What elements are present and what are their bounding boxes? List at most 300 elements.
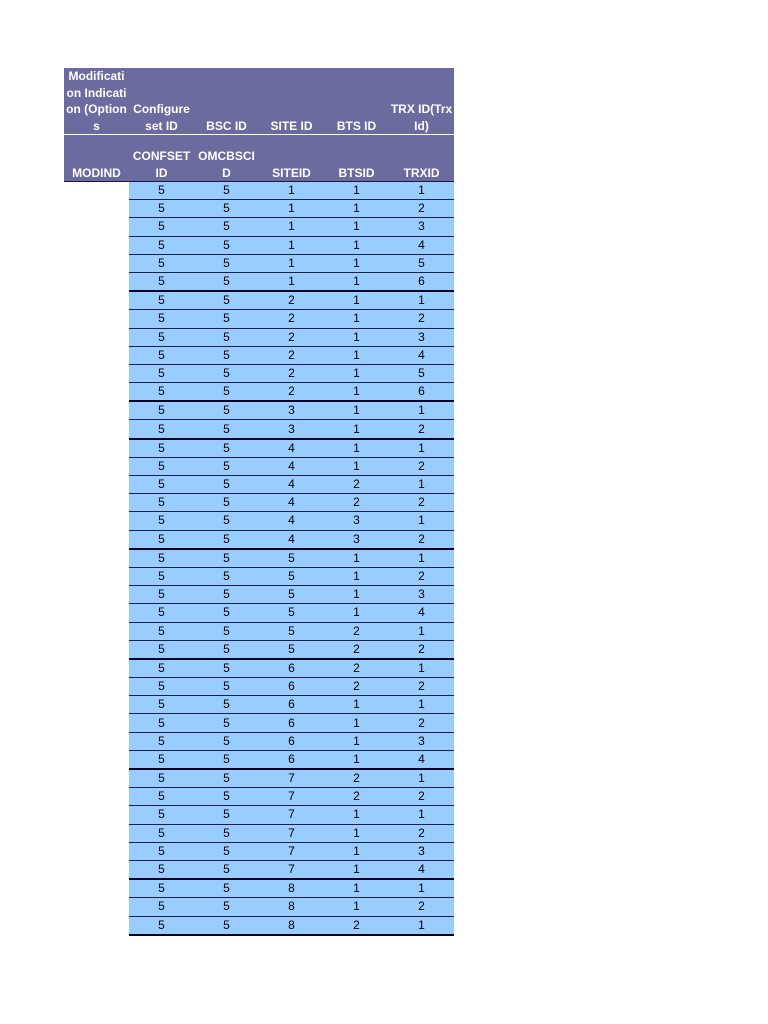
omcbscid-cell: 5 — [194, 439, 259, 458]
confset-id-cell: 5 — [129, 310, 194, 328]
btsid-cell: 1 — [324, 696, 389, 714]
table-row — [64, 530, 454, 549]
siteid-cell: 1 — [259, 200, 324, 218]
trxid-cell: 3 — [389, 586, 454, 604]
omcbscid-cell: 5 — [194, 457, 259, 475]
siteid-cell: 7 — [259, 788, 324, 806]
confset-id-cell: 5 — [129, 916, 194, 935]
modind-cell — [64, 236, 129, 254]
omcbscid-cell: 5 — [194, 898, 259, 916]
omcbscid-cell: 5 — [194, 750, 259, 769]
table-row — [64, 364, 454, 382]
header-configure-set-id: Configure set ID — [129, 68, 194, 135]
trxid-cell: 2 — [389, 640, 454, 659]
omcbscid-cell: 5 — [194, 622, 259, 640]
confset-id-cell: 5 — [129, 530, 194, 549]
trxid-cell: 2 — [389, 567, 454, 585]
header-omcbscid: OMCBSCID — [194, 135, 259, 182]
btsid-cell: 2 — [324, 788, 389, 806]
btsid-cell: 1 — [324, 364, 389, 382]
confset-id-cell: 5 — [129, 346, 194, 364]
siteid-cell: 5 — [259, 567, 324, 585]
modind-cell — [64, 512, 129, 530]
confset-id-cell: 5 — [129, 622, 194, 640]
table-row — [64, 622, 454, 640]
trxid-cell: 2 — [389, 494, 454, 512]
trxid-cell: 3 — [389, 732, 454, 750]
confset-id-cell: 5 — [129, 898, 194, 916]
modind-cell — [64, 806, 129, 824]
table-row — [64, 788, 454, 806]
trxid-cell: 1 — [389, 476, 454, 494]
modind-cell — [64, 604, 129, 622]
confset-id-cell: 5 — [129, 254, 194, 272]
omcbscid-cell: 5 — [194, 824, 259, 842]
table-row — [64, 346, 454, 364]
btsid-cell: 1 — [324, 272, 389, 291]
confset-id-cell: 5 — [129, 696, 194, 714]
table-row — [64, 916, 454, 935]
trxid-cell: 2 — [389, 200, 454, 218]
omcbscid-cell: 5 — [194, 567, 259, 585]
btsid-cell: 1 — [324, 860, 389, 879]
btsid-cell: 1 — [324, 842, 389, 860]
siteid-cell: 2 — [259, 346, 324, 364]
omcbscid-cell: 5 — [194, 604, 259, 622]
omcbscid-cell: 5 — [194, 328, 259, 346]
siteid-cell: 8 — [259, 898, 324, 916]
modind-cell — [64, 622, 129, 640]
table-row — [64, 272, 454, 291]
omcbscid-cell: 5 — [194, 200, 259, 218]
trxid-cell: 2 — [389, 898, 454, 916]
modind-cell — [64, 879, 129, 898]
table-row — [64, 328, 454, 346]
trxid-cell: 2 — [389, 788, 454, 806]
confset-id-cell: 5 — [129, 420, 194, 439]
siteid-cell: 5 — [259, 622, 324, 640]
confset-id-cell: 5 — [129, 328, 194, 346]
omcbscid-cell: 5 — [194, 549, 259, 568]
btsid-cell: 1 — [324, 346, 389, 364]
trxid-cell: 5 — [389, 364, 454, 382]
table-row — [64, 586, 454, 604]
header-row-codes — [64, 135, 454, 182]
confset-id-cell: 5 — [129, 586, 194, 604]
btsid-cell: 1 — [324, 879, 389, 898]
table-row — [64, 291, 454, 310]
modind-cell — [64, 640, 129, 659]
btsid-cell: 1 — [324, 586, 389, 604]
table-row — [64, 512, 454, 530]
table-header — [64, 68, 454, 182]
modind-cell — [64, 254, 129, 272]
confset-id-cell: 5 — [129, 567, 194, 585]
header-modind: MODIND — [64, 135, 129, 182]
table-row — [64, 494, 454, 512]
btsid-cell: 1 — [324, 604, 389, 622]
table-row — [64, 383, 454, 402]
btsid-cell: 1 — [324, 439, 389, 458]
siteid-cell: 6 — [259, 659, 324, 678]
confset-id-cell: 5 — [129, 842, 194, 860]
table-row — [64, 824, 454, 842]
modind-cell — [64, 439, 129, 458]
siteid-cell: 8 — [259, 916, 324, 935]
siteid-cell: 3 — [259, 401, 324, 420]
confset-id-cell: 5 — [129, 512, 194, 530]
trxid-cell: 1 — [389, 439, 454, 458]
btsid-cell: 1 — [324, 182, 389, 200]
siteid-cell: 4 — [259, 530, 324, 549]
confset-id-cell: 5 — [129, 732, 194, 750]
btsid-cell: 2 — [324, 476, 389, 494]
modind-cell — [64, 769, 129, 788]
trxid-cell: 1 — [389, 512, 454, 530]
table-row — [64, 476, 454, 494]
confset-id-cell: 5 — [129, 218, 194, 236]
omcbscid-cell: 5 — [194, 586, 259, 604]
btsid-cell: 2 — [324, 916, 389, 935]
modind-cell — [64, 420, 129, 439]
omcbscid-cell: 5 — [194, 310, 259, 328]
modind-cell — [64, 860, 129, 879]
modind-cell — [64, 346, 129, 364]
btsid-cell: 1 — [324, 383, 389, 402]
table-row — [64, 879, 454, 898]
trxid-cell: 1 — [389, 401, 454, 420]
modind-cell — [64, 678, 129, 696]
omcbscid-cell: 5 — [194, 640, 259, 659]
table-row — [64, 567, 454, 585]
modind-cell — [64, 567, 129, 585]
confset-id-cell: 5 — [129, 879, 194, 898]
siteid-cell: 6 — [259, 750, 324, 769]
header-bts-id: BTS ID — [324, 68, 389, 135]
btsid-cell: 1 — [324, 310, 389, 328]
omcbscid-cell: 5 — [194, 272, 259, 291]
table-row — [64, 732, 454, 750]
confset-id-cell: 5 — [129, 236, 194, 254]
table-row — [64, 604, 454, 622]
table-row — [64, 254, 454, 272]
btsid-cell: 1 — [324, 714, 389, 732]
confset-id-cell: 5 — [129, 494, 194, 512]
modind-cell — [64, 476, 129, 494]
header-trx-id: TRX ID(TrxId) — [389, 68, 454, 135]
table-row — [64, 696, 454, 714]
trxid-cell: 1 — [389, 769, 454, 788]
btsid-cell: 1 — [324, 200, 389, 218]
header-siteid: SITEID — [259, 135, 324, 182]
btsid-cell: 3 — [324, 512, 389, 530]
table-row — [64, 439, 454, 458]
siteid-cell: 4 — [259, 439, 324, 458]
confset-id-cell: 5 — [129, 364, 194, 382]
siteid-cell: 4 — [259, 512, 324, 530]
btsid-cell: 1 — [324, 236, 389, 254]
modind-cell — [64, 310, 129, 328]
modind-cell — [64, 824, 129, 842]
siteid-cell: 7 — [259, 860, 324, 879]
omcbscid-cell: 5 — [194, 512, 259, 530]
trxid-cell: 1 — [389, 879, 454, 898]
header-site-id: SITE ID — [259, 68, 324, 135]
siteid-cell: 7 — [259, 769, 324, 788]
btsid-cell: 2 — [324, 494, 389, 512]
trxid-cell: 3 — [389, 328, 454, 346]
confset-id-cell: 5 — [129, 182, 194, 200]
siteid-cell: 7 — [259, 842, 324, 860]
siteid-cell: 2 — [259, 364, 324, 382]
siteid-cell: 7 — [259, 806, 324, 824]
trxid-cell: 2 — [389, 678, 454, 696]
siteid-cell: 5 — [259, 549, 324, 568]
siteid-cell: 1 — [259, 272, 324, 291]
table-row — [64, 678, 454, 696]
trxid-cell: 1 — [389, 806, 454, 824]
modind-cell — [64, 696, 129, 714]
siteid-cell: 6 — [259, 696, 324, 714]
omcbscid-cell: 5 — [194, 476, 259, 494]
siteid-cell: 7 — [259, 824, 324, 842]
siteid-cell: 5 — [259, 640, 324, 659]
table-row — [64, 860, 454, 879]
modind-cell — [64, 457, 129, 475]
modind-cell — [64, 218, 129, 236]
btsid-cell: 2 — [324, 769, 389, 788]
data-table — [64, 68, 454, 936]
confset-id-cell: 5 — [129, 439, 194, 458]
btsid-cell: 1 — [324, 401, 389, 420]
confset-id-cell: 5 — [129, 200, 194, 218]
modind-cell — [64, 842, 129, 860]
modind-cell — [64, 549, 129, 568]
siteid-cell: 3 — [259, 420, 324, 439]
trxid-cell: 2 — [389, 714, 454, 732]
omcbscid-cell: 5 — [194, 659, 259, 678]
modind-cell — [64, 750, 129, 769]
trxid-cell: 1 — [389, 622, 454, 640]
confset-id-cell: 5 — [129, 604, 194, 622]
btsid-cell: 1 — [324, 732, 389, 750]
siteid-cell: 8 — [259, 879, 324, 898]
table-row — [64, 898, 454, 916]
omcbscid-cell: 5 — [194, 806, 259, 824]
siteid-cell: 2 — [259, 383, 324, 402]
siteid-cell: 1 — [259, 182, 324, 200]
header-trxid: TRXID — [389, 135, 454, 182]
omcbscid-cell: 5 — [194, 678, 259, 696]
trxid-cell: 2 — [389, 824, 454, 842]
siteid-cell: 2 — [259, 328, 324, 346]
modind-cell — [64, 530, 129, 549]
modind-cell — [64, 401, 129, 420]
confset-id-cell: 5 — [129, 640, 194, 659]
siteid-cell: 6 — [259, 732, 324, 750]
omcbscid-cell: 5 — [194, 254, 259, 272]
modind-cell — [64, 383, 129, 402]
omcbscid-cell: 5 — [194, 916, 259, 935]
btsid-cell: 1 — [324, 420, 389, 439]
trxid-cell: 1 — [389, 659, 454, 678]
table-row — [64, 401, 454, 420]
confset-id-cell: 5 — [129, 549, 194, 568]
siteid-cell: 4 — [259, 494, 324, 512]
table-row — [64, 750, 454, 769]
trxid-cell: 2 — [389, 457, 454, 475]
table-row — [64, 236, 454, 254]
confset-id-cell: 5 — [129, 806, 194, 824]
omcbscid-cell: 5 — [194, 732, 259, 750]
modind-cell — [64, 328, 129, 346]
omcbscid-cell: 5 — [194, 401, 259, 420]
confset-id-cell: 5 — [129, 678, 194, 696]
confset-id-cell: 5 — [129, 383, 194, 402]
table-body — [64, 182, 454, 935]
trxid-cell: 1 — [389, 291, 454, 310]
confset-id-cell: 5 — [129, 659, 194, 678]
omcbscid-cell: 5 — [194, 291, 259, 310]
table-row — [64, 806, 454, 824]
omcbscid-cell: 5 — [194, 383, 259, 402]
trxid-cell: 3 — [389, 218, 454, 236]
btsid-cell: 1 — [324, 898, 389, 916]
btsid-cell: 1 — [324, 254, 389, 272]
omcbscid-cell: 5 — [194, 346, 259, 364]
modind-cell — [64, 364, 129, 382]
table-row — [64, 200, 454, 218]
header-btsid: BTSID — [324, 135, 389, 182]
modind-cell — [64, 898, 129, 916]
confset-id-cell: 5 — [129, 291, 194, 310]
trxid-cell: 4 — [389, 604, 454, 622]
btsid-cell: 1 — [324, 824, 389, 842]
siteid-cell: 1 — [259, 218, 324, 236]
omcbscid-cell: 5 — [194, 236, 259, 254]
omcbscid-cell: 5 — [194, 364, 259, 382]
btsid-cell: 1 — [324, 567, 389, 585]
omcbscid-cell: 5 — [194, 494, 259, 512]
table-row — [64, 549, 454, 568]
siteid-cell: 2 — [259, 310, 324, 328]
omcbscid-cell: 5 — [194, 420, 259, 439]
omcbscid-cell: 5 — [194, 714, 259, 732]
modind-cell — [64, 788, 129, 806]
confset-id-cell: 5 — [129, 272, 194, 291]
table-row — [64, 457, 454, 475]
trxid-cell: 1 — [389, 916, 454, 935]
omcbscid-cell: 5 — [194, 788, 259, 806]
table-row — [64, 714, 454, 732]
modind-cell — [64, 916, 129, 935]
trxid-cell: 5 — [389, 254, 454, 272]
trxid-cell: 3 — [389, 842, 454, 860]
btsid-cell: 1 — [324, 457, 389, 475]
trxid-cell: 4 — [389, 236, 454, 254]
table-row — [64, 659, 454, 678]
omcbscid-cell: 5 — [194, 182, 259, 200]
modind-cell — [64, 291, 129, 310]
siteid-cell: 4 — [259, 457, 324, 475]
btsid-cell: 1 — [324, 806, 389, 824]
trxid-cell: 1 — [389, 182, 454, 200]
table-row — [64, 218, 454, 236]
trxid-cell: 2 — [389, 530, 454, 549]
omcbscid-cell: 5 — [194, 879, 259, 898]
modind-cell — [64, 494, 129, 512]
omcbscid-cell: 5 — [194, 860, 259, 879]
btsid-cell: 1 — [324, 328, 389, 346]
header-modification-indication: Modification Indication (Options — [64, 68, 129, 135]
omcbscid-cell: 5 — [194, 842, 259, 860]
confset-id-cell: 5 — [129, 401, 194, 420]
btsid-cell: 2 — [324, 659, 389, 678]
trxid-cell: 4 — [389, 750, 454, 769]
siteid-cell: 2 — [259, 291, 324, 310]
siteid-cell: 6 — [259, 714, 324, 732]
confset-id-cell: 5 — [129, 714, 194, 732]
trxid-cell: 4 — [389, 860, 454, 879]
confset-id-cell: 5 — [129, 476, 194, 494]
confset-id-cell: 5 — [129, 457, 194, 475]
modind-cell — [64, 586, 129, 604]
omcbscid-cell: 5 — [194, 696, 259, 714]
table-row — [64, 842, 454, 860]
modind-cell — [64, 714, 129, 732]
btsid-cell: 2 — [324, 622, 389, 640]
btsid-cell: 2 — [324, 640, 389, 659]
modind-cell — [64, 182, 129, 200]
header-confset-id: CONFSET ID — [129, 135, 194, 182]
trxid-cell: 2 — [389, 310, 454, 328]
siteid-cell: 5 — [259, 604, 324, 622]
siteid-cell: 4 — [259, 476, 324, 494]
confset-id-cell: 5 — [129, 788, 194, 806]
btsid-cell: 1 — [324, 218, 389, 236]
table-row — [64, 420, 454, 439]
omcbscid-cell: 5 — [194, 530, 259, 549]
confset-id-cell: 5 — [129, 750, 194, 769]
omcbscid-cell: 5 — [194, 769, 259, 788]
btsid-cell: 1 — [324, 750, 389, 769]
modind-cell — [64, 200, 129, 218]
omcbscid-cell: 5 — [194, 218, 259, 236]
trxid-cell: 1 — [389, 696, 454, 714]
trxid-cell: 6 — [389, 272, 454, 291]
confset-id-cell: 5 — [129, 769, 194, 788]
btsid-cell: 1 — [324, 291, 389, 310]
modind-cell — [64, 659, 129, 678]
trxid-cell: 2 — [389, 420, 454, 439]
trxid-cell: 6 — [389, 383, 454, 402]
header-row-descriptions — [64, 68, 454, 135]
confset-id-cell: 5 — [129, 824, 194, 842]
confset-id-cell: 5 — [129, 860, 194, 879]
btsid-cell: 1 — [324, 549, 389, 568]
siteid-cell: 6 — [259, 678, 324, 696]
table-row — [64, 182, 454, 200]
siteid-cell: 1 — [259, 236, 324, 254]
btsid-cell: 2 — [324, 678, 389, 696]
siteid-cell: 1 — [259, 254, 324, 272]
trxid-cell: 1 — [389, 549, 454, 568]
table-row — [64, 640, 454, 659]
btsid-cell: 3 — [324, 530, 389, 549]
modind-cell — [64, 732, 129, 750]
modind-cell — [64, 272, 129, 291]
table-row — [64, 310, 454, 328]
